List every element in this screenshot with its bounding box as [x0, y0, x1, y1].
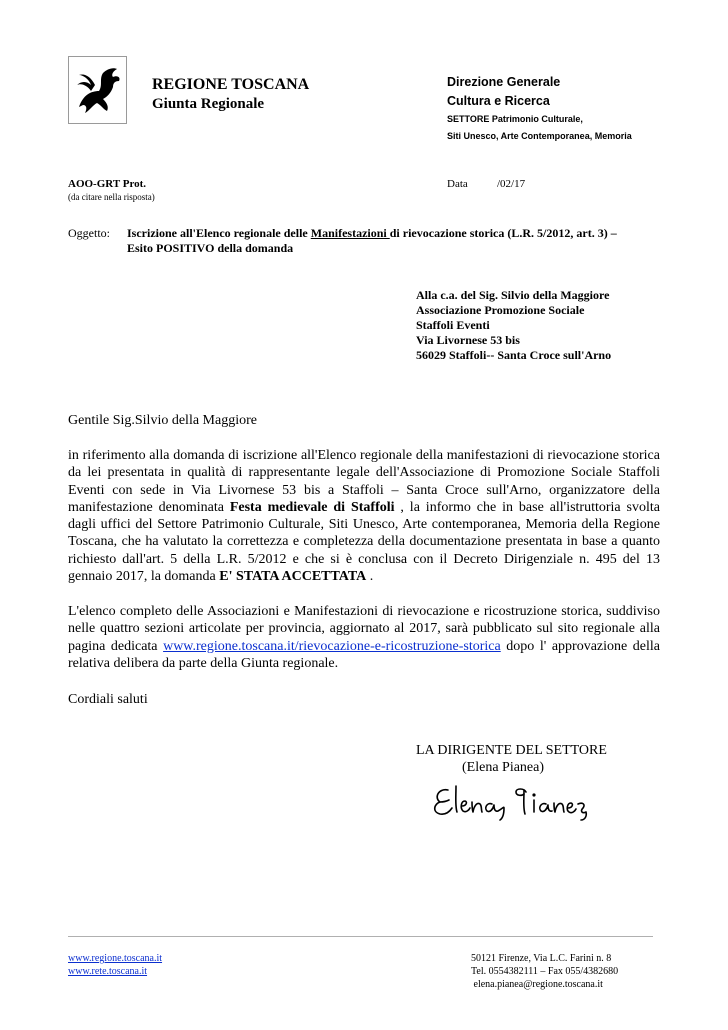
- footer-links: [68, 952, 162, 978]
- direction-line: Cultura e Ricerca: [447, 94, 550, 108]
- region-title: REGIONE TOSCANA: [152, 76, 310, 93]
- paragraph-1: [68, 447, 660, 585]
- signatory-name: (Elena Pianea): [462, 760, 545, 775]
- sector-line: Siti Unesco, Arte Contemporanea, Memoria: [447, 131, 632, 141]
- rievocazione-link[interactable]: www.regione.toscana.it/rievocazione-e-ricostruzione-storica: [163, 638, 501, 654]
- outcome: E' STATA ACCETTATA: [219, 569, 367, 585]
- handwritten-signature: [430, 778, 610, 827]
- sector-line: SETTORE Patrimonio Culturale,: [447, 114, 583, 124]
- subject-part2: di rievocazione storica (L.R. 5/2012, art. 3) –: [389, 226, 617, 240]
- signature-icon: [430, 778, 610, 822]
- recipient-line: Alla c.a. del Sig. Silvio della Maggiore: [416, 288, 610, 302]
- p2-text-a: L'elenco completo delle Associazioni e Manifestazioni di rievocazione e ricostruzione storica, suddiviso nelle quattro sezioni articolate per provincia, aggiornato al 2017, sarà pubblicato sul sito regionale alla pagina dedicata: [68, 604, 660, 654]
- subject-underlined: Manifestazioni: [310, 226, 390, 240]
- event-name: Festa medievale di Staffoli: [229, 499, 395, 515]
- subject-part1: Iscrizione all'Elenco regionale delle: [127, 226, 311, 240]
- regione-toscana-logo: [68, 56, 127, 124]
- email-line: elena.pianea@regione.toscana.it: [471, 979, 603, 990]
- subject-text: [127, 226, 667, 256]
- recipient-line: Staffoli Eventi: [416, 318, 490, 332]
- closing: Cordiali saluti: [68, 692, 148, 707]
- subject-line2: Esito POSITIVO della domanda: [127, 241, 294, 255]
- recipient-block: [416, 288, 611, 363]
- footer-divider: [68, 936, 653, 937]
- date-label: Data: [447, 178, 468, 190]
- signatory-title: LA DIRIGENTE DEL SETTORE: [416, 743, 607, 758]
- protocol-note: (da citare nella risposta): [68, 192, 155, 202]
- direction-line: Direzione Generale: [447, 75, 561, 89]
- address-line: 50121 Firenze, Via L.C. Farini n. 8: [471, 953, 612, 964]
- recipient-line: Via Livornese 53 bis: [416, 333, 520, 347]
- protocol-label: AOO-GRT Prot.: [68, 178, 147, 190]
- p1-text-a: in riferimento alla domanda di iscrizione all'Elenco regionale della manifestazioni di rievocazione storica da lei presentata in qualità di rappresentante legale dell'Associazione di Promozione Sociale Staffoli Eventi con sede in Via Livornese 53 bis a Staffoli – Santa Croce sull'Arno, organizzatore della manifestazione denominata: [68, 448, 660, 515]
- greeting: Gentile Sig.Silvio della Maggiore: [68, 413, 257, 428]
- giunta-regionale: Giunta Regionale: [152, 96, 265, 112]
- recipient-line: Associazione Promozione Sociale: [416, 303, 585, 317]
- rete-toscana-link[interactable]: www.rete.toscana.it: [68, 966, 148, 977]
- direction-block: [447, 73, 632, 145]
- recipient-line: 56029 Staffoli-- Santa Croce sull'Arno: [416, 348, 612, 362]
- pegasus-logo-icon: [69, 57, 126, 123]
- p2-text-b: dopo l' approvazione della relativa delibera da parte della Giunta regionale.: [68, 638, 661, 671]
- subject-label: Oggetto:: [68, 226, 110, 240]
- p1-text-b: , la informo che in base all'istruttoria svolta dagli uffici del Settore Patrimonio Culturale, Siti Unesco, Arte contemporanea, Memoria della Regione Toscana, che ha valutato la correttezza e completezza della documentazione presentata in base a quanto richiesto dall'art. 5 della L.R. 5/2012 e che si è conclusa con il Decreto Dirigenziale n. 495 del 13 gennaio 2017, la domanda: [68, 499, 660, 585]
- paragraph-2: [68, 603, 660, 672]
- phone-fax-line: Tel. 0554382111 – Fax 055/4382680: [471, 966, 619, 977]
- regione-toscana-link[interactable]: www.regione.toscana.it: [68, 953, 163, 964]
- p1-text-c: .: [366, 569, 374, 585]
- date-value: /02/17: [497, 178, 526, 190]
- footer-address: [471, 952, 618, 991]
